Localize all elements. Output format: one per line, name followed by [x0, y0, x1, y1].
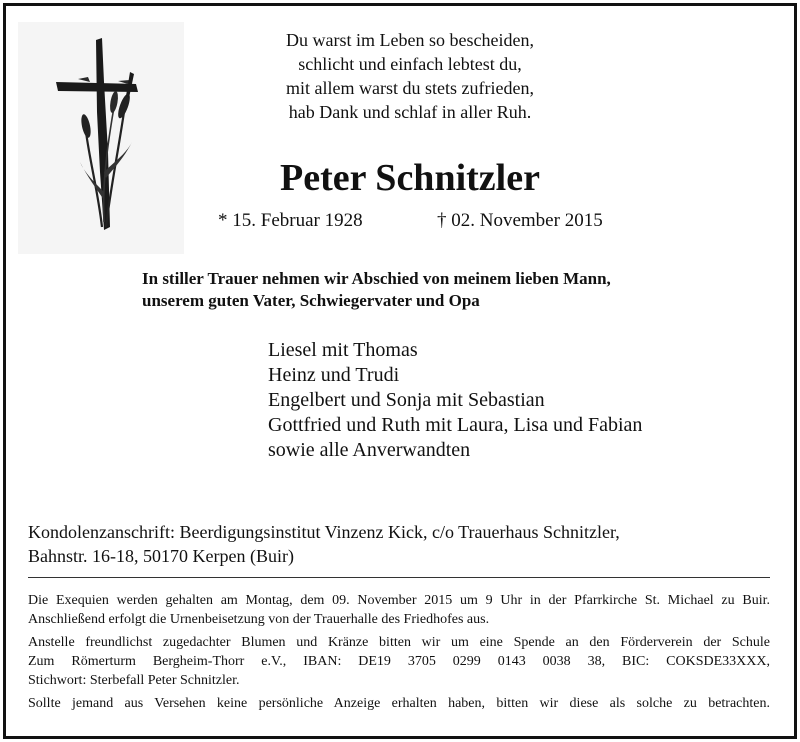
family-member: sowie alle Anverwandten [268, 439, 471, 461]
burial-info: Anschließend erfolgt die Urnenbeisetzung von der Trauerhalle des Friedhofes aus. [28, 612, 490, 627]
family-member: Heinz und Trudi [268, 364, 400, 386]
family-member: Liesel mit Thomas [268, 339, 418, 361]
verse-line: mit allem warst du stets zufrieden, [286, 78, 534, 98]
mourning-intro [142, 268, 611, 312]
donation-bank-details: Zum Römerturm Bergheim-Thorr e.V., IBAN: DE19 3705 0299 0143 0038 38, BIC: COKSDE33XXX, [28, 654, 770, 669]
verse-line: schlicht und einfach lebtest du, [298, 54, 522, 74]
verse-line: hab Dank und schlaf in aller Ruh. [288, 102, 532, 122]
notice-disclaimer: Sollte jemand aus Versehen keine persönliche Anzeige erhalten haben, bitten wir diese als solche zu betrachten. [28, 696, 770, 711]
condolence-line: Bahnstr. 16-18, 50170 Kerpen (Buir) [28, 546, 294, 566]
condolence-line: Kondolenzanschrift: Beerdigungsinstitut Vinzenz Kick, c/o Trauerhaus Schnitzler, [28, 522, 620, 542]
condolence-address [28, 520, 620, 568]
family-member: Engelbert und Sonja mit Sebastian [268, 389, 545, 411]
deceased-name: Peter Schnitzler [280, 157, 540, 199]
birth-date: * 15. Februar 1928 [218, 210, 363, 231]
service-notes [28, 591, 770, 713]
donation-info: Anstelle freundlichst zugedachter Blumen und Kränze bitten wir um eine Spende an den Förderverein der Schule [28, 635, 770, 650]
death-date: † 02. November 2015 [437, 210, 603, 231]
family-list [268, 338, 642, 463]
intro-line: In stiller Trauer nehmen wir Abschied von meinem lieben Mann, [142, 269, 611, 288]
verse-line: Du warst im Leben so bescheiden, [286, 30, 534, 50]
family-member: Gottfried und Ruth mit Laura, Lisa und Fabian [268, 414, 643, 436]
donation-reference: Stichwort: Sterbefall Peter Schnitzler. [28, 673, 240, 688]
memorial-verse [210, 28, 610, 124]
cross-with-wheat-icon [18, 22, 184, 254]
intro-line: unserem guten Vater, Schwiegervater und Opa [142, 291, 480, 310]
divider [28, 577, 770, 578]
service-info: Die Exequien werden gehalten am Montag, dem 09. November 2015 um 9 Uhr in der Pfarrkirche St. Michael zu Buir. [28, 593, 770, 608]
